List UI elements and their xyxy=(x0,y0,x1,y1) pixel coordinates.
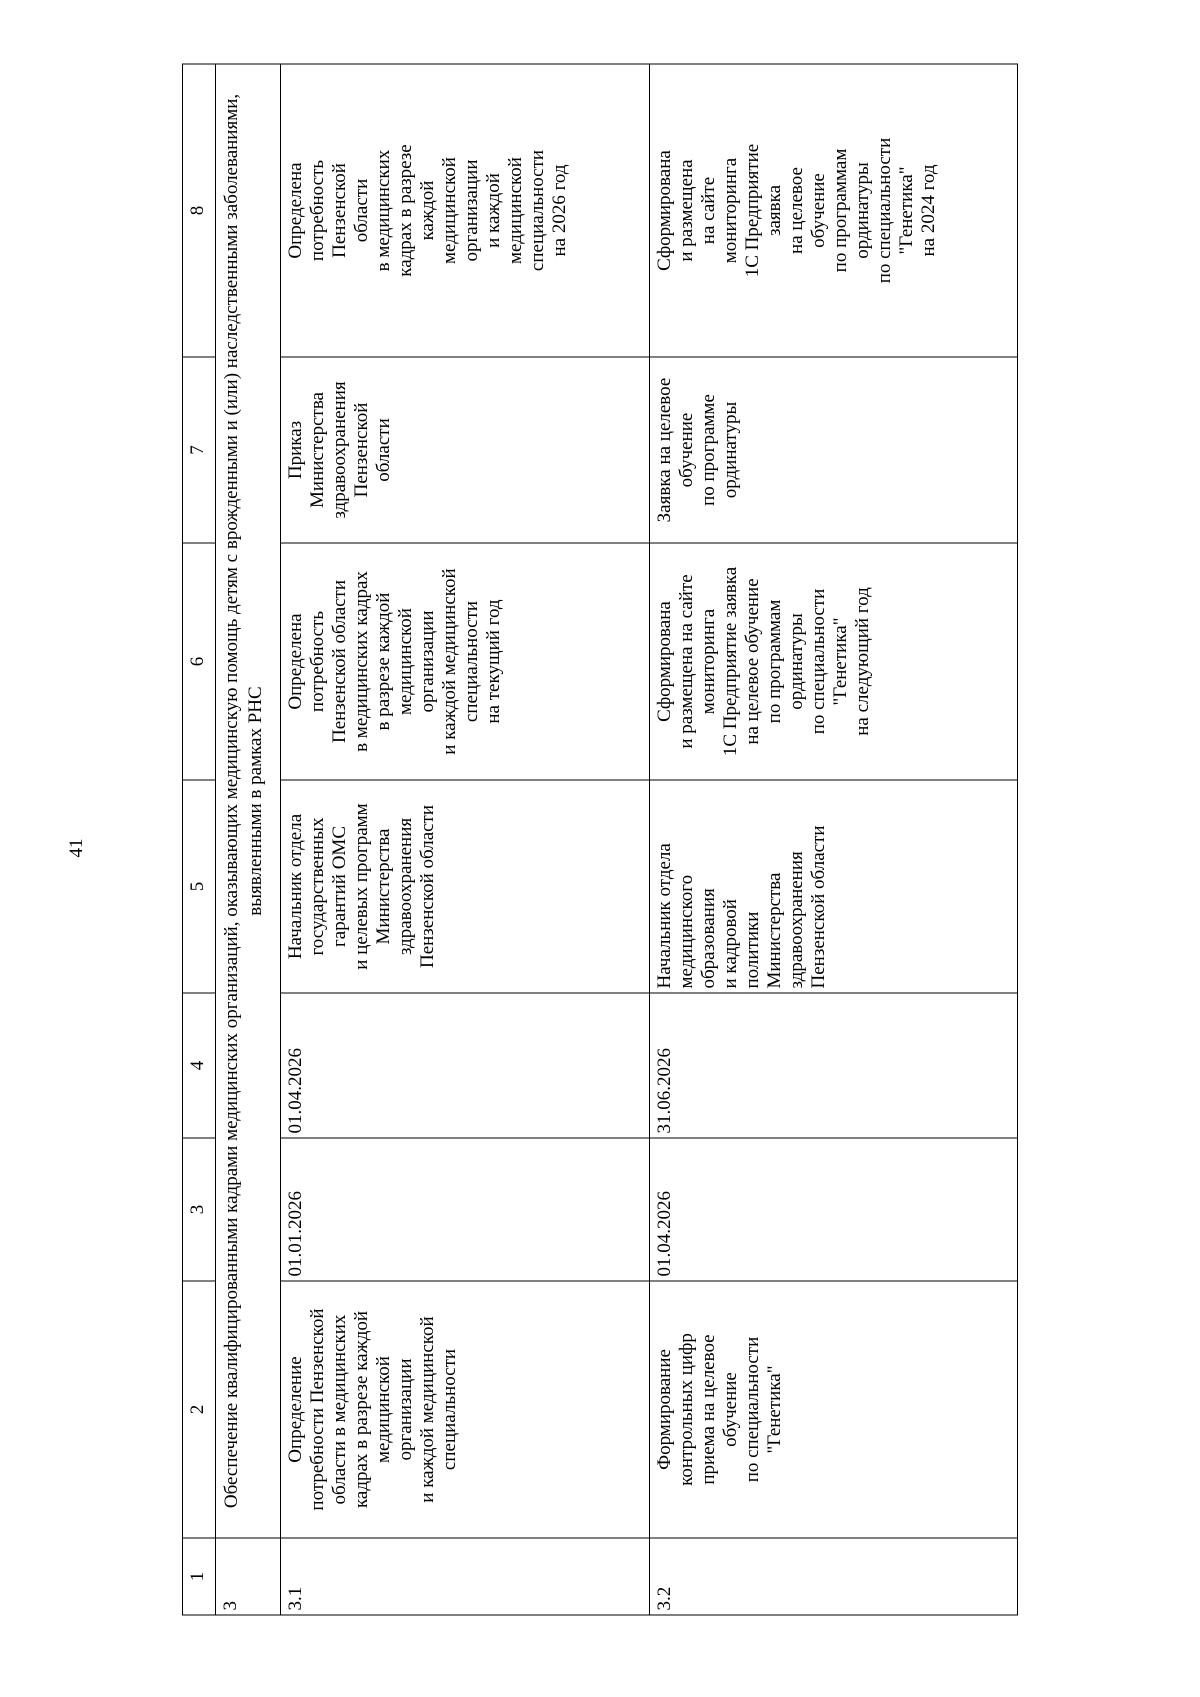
action-plan-table xyxy=(182,64,1018,1616)
column-number-cell: 4 xyxy=(183,993,216,1138)
result-cell: Определена потребность Пензенской области в медицинских кадрах в разрезе каждой медицинской организации и каждой медицинской специальности на текущий год xyxy=(281,543,650,780)
column-number-cell: 8 xyxy=(183,64,216,357)
document-cell: Заявка на целевое обучение по программе ординатуры xyxy=(649,357,1018,543)
responsible-cell: Начальник отдела медицинского образования и кадровой политики Министерства здравоохранения Пензенской области xyxy=(649,780,1018,993)
column-number-cell: 2 xyxy=(183,1281,216,1538)
start-date-cell: 01.04.2026 xyxy=(649,1138,1018,1281)
section-header-row xyxy=(216,64,281,1615)
activity-cell: Формирование контрольных цифр приема на целевое обучение по специальности "Генетика" xyxy=(649,1281,1018,1538)
responsible-cell: Начальник отдела государственных гарантий ОМС и целевых программ Министерства здравоохранения Пензенской области xyxy=(281,780,650,993)
column-number-cell: 1 xyxy=(183,1538,216,1615)
start-date-cell: 01.01.2026 xyxy=(281,1138,650,1281)
rotated-table-sheet xyxy=(182,65,1018,1616)
column-number-cell: 6 xyxy=(183,543,216,780)
table-row xyxy=(649,64,1018,1615)
column-number-cell: 7 xyxy=(183,357,216,543)
section-title: Обеспечение квалифицированными кадрами медицинских организаций, оказывающих медицинскую помощь детям с врожденными и (или) наследственными заболеваниями, выявленными в рамках РНС xyxy=(216,64,281,1538)
row-number: 3.1 xyxy=(281,1538,650,1615)
indicator-cell: Сформирована и размещена на сайте мониторинга 1С Предприятие заявка на целевое обучение по программам ординатуры по специальности "Генетика" на 2024 год xyxy=(649,64,1018,357)
page-number: 41 xyxy=(66,838,87,858)
result-cell: Сформирована и размещена на сайте мониторинга 1С Предприятие заявка на целевое обучение по программам ординатуры по специальности "Генетика" на следующий год xyxy=(649,543,1018,780)
end-date-cell: 31.06.2026 xyxy=(649,993,1018,1138)
row-number: 3.2 xyxy=(649,1538,1018,1615)
indicator-cell: Определена потребность Пензенской области в медицинских кадрах в разрезе каждой медицинской организации и каждой медицинской специальности на 2026 год xyxy=(281,64,650,357)
column-number-cell: 3 xyxy=(183,1138,216,1281)
section-number: 3 xyxy=(216,1538,281,1615)
table-row xyxy=(281,64,650,1615)
document-cell: Приказ Министерства здравоохранения Пензенской области xyxy=(281,357,650,543)
activity-cell: Определение потребности Пензенской области в медицинских кадрах в разрезе каждой медицинской организации и каждой медицинской специальности xyxy=(281,1281,650,1538)
column-number-row xyxy=(183,64,216,1615)
end-date-cell: 01.04.2026 xyxy=(281,993,650,1138)
column-number-cell: 5 xyxy=(183,780,216,993)
